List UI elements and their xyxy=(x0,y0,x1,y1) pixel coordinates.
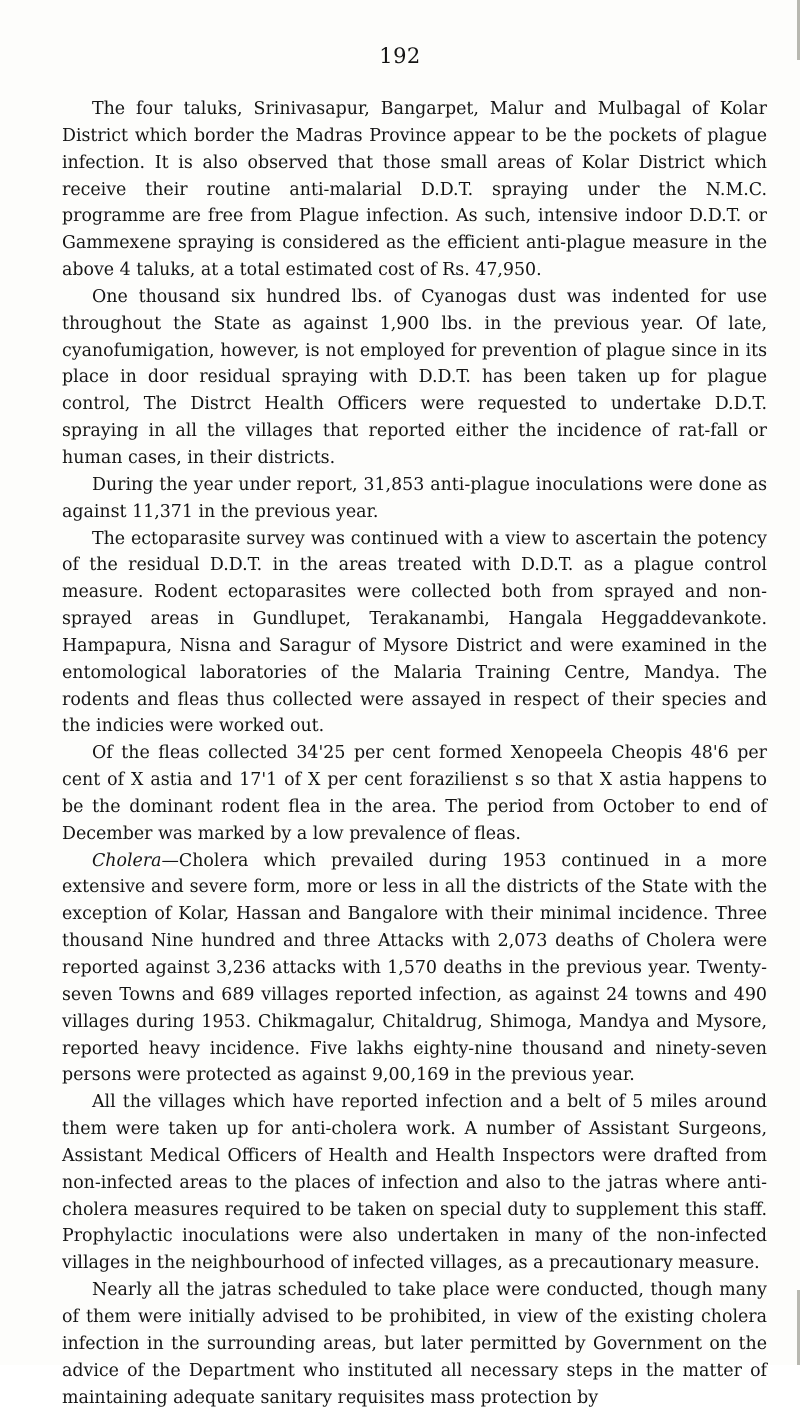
paragraph-ectoparasite-survey: The ectoparasite survey was continued with a view to ascertain the potency of the residual D.D.T. in the areas treated with D.D.T. as a plague control measure. Rodent ectoparasites were collected both from sprayed and non-sprayed areas in Gundlupet, Terakanambi, Hangala Heggaddevankote. Hampapura, Nisna and Saragur of Mysore District and were examined in the entomological laboratories of the Malaria Training Centre, Mandya. The rodents and fleas thus collected were assayed in respect of their species and the indicies were worked out. xyxy=(62,528,767,737)
paragraph-anti-cholera-work: All the villages which have reported infection and a belt of 5 miles around them were taken up for anti-cholera work. A number of Assistant Surgeons, Assistant Medical Officers of Health and Health Inspectors were drafted from non-infected areas to the places of infection and also to the jatras where anti-cholera measures required to be taken on special duty to supplement this staff. Prophylactic inoculations were also undertaken in many of the non-infected villages in the neighbourhood of infected villages, as a precautionary measure. xyxy=(62,1092,767,1274)
paragraph-flea-indices: Of the fleas collected 34'25 per cent formed Xenopeela Cheopis 48'6 per cent of X astia and 17'1 of X per cent forazilienst s so that X astia happens to be the dominant rodent flea in the area. The period from October to end of December was marked by a low prevalence of fleas. xyxy=(62,743,767,844)
paragraph-cyanogas: One thousand six hundred lbs. of Cyanogas dust was indented for use throughout the State as against 1,900 lbs. in the previous year. Of late, cyanofumigation, however, is not employed for prevention of plague since in its place in door residual spraying with D.D.T. has been taken up for plague control, The Distrct Health Officers were requested to undertake D.D.T. spraying in all the villages that reported either the incidence of rat-fall or human cases, in their districts. xyxy=(62,286,767,468)
cholera-heading: Cholera xyxy=(92,850,162,871)
paragraph-plague-pockets: The four taluks, Srinivasapur, Bangarpet, Malur and Mulbagal of Kolar District which border the Madras Province appear to be the pockets of plague infection. It is also observed that those small areas of Kolar District which receive their routine anti-malarial D.D.T. spraying under the N.M.C. programme are free from Plague infection. As such, intensive indoor D.D.T. or Gammexene spraying is considered as the efficient anti-plague measure in the above 4 taluks, at a total estimated cost of Rs. 47,950. xyxy=(62,99,767,281)
cholera-text: —Cholera which prevailed during 1953 continued in a more extensive and severe form, more or less in all the districts of the State with the exception of Kolar, Hassan and Bangalore with their minimal incidence. Three thousand Nine hundred and three Attacks with 2,073 deaths of Cholera were reported against 3,236 attacks with 1,570 deaths in the previous year. Twenty-seven Towns and 689 villages reported infection, as against 24 towns and 490 villages during 1953. Chikmagalur, Chitaldrug, Shimoga, Mandya and Mysore, reported heavy incidence. Five lakhs eighty-nine thousand and ninety-seven persons were protected as against 9,00,169 in the previous year. xyxy=(62,850,767,1086)
paragraph-inoculations: During the year under report, 31,853 anti-plague inoculations were done as against 11,371 in the previous year. xyxy=(62,474,767,522)
paragraph-cholera xyxy=(62,848,767,1090)
page-number: 192 xyxy=(379,44,421,68)
body-text xyxy=(62,96,767,1411)
paragraph-jatras: Nearly all the jatras scheduled to take place were conducted, though many of them were initially advised to be prohibited, in view of the existing cholera infection in the surrounding areas, but later permitted by Government on the advice of the Department who instituted all necessary steps in the matter of maintaining adequate sanitary requisites mass protection by xyxy=(62,1280,767,1408)
